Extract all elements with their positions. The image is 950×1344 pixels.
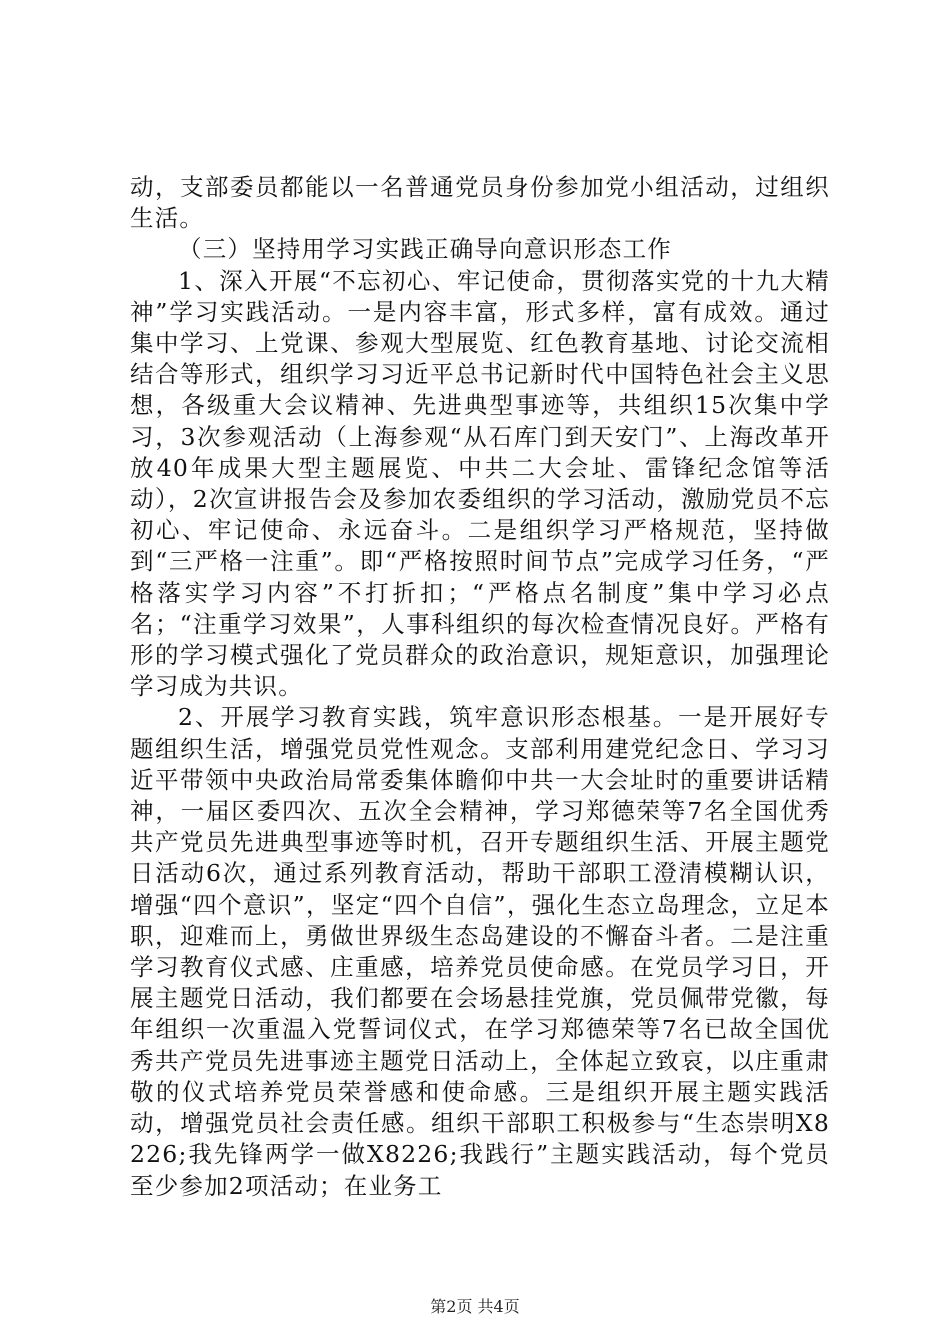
section-heading: （三）坚持用学习实践正确导向意识形态工作: [178, 235, 672, 264]
paragraph-education-practice: 2、开展学习教育实践，筑牢意识形态根基。一是开展好专题组织生活，增强党员党性观念。支部利用建党纪念日、学习习近平带领中央政治局常委集体瞻仰中共一大会址时的重要讲话精神，一届区委四次、五次全会精神，学习郑德荣等7名全国优秀共产党员先进典型事迹等时机，召开专题组织生活、开展主题党日活动6次，通过系列教育活动，帮助干部职工澄清模糊认识，增强“四个意识”，坚定“四个自信”，强化生态立岛理念，立足本职，迎难而上，勇做世界级生态岛建设的不懈奋斗者。二是注重学习教育仪式感、庄重感，培养党员使命感。在党员学习日，开展主题党日活动，我们都要在会场悬挂党旗，党员佩带党徽，每年组织一次重温入党誓词仪式，在学习郑德荣等7名已故全国优秀共产党员先进事迹主题党日活动上，全体起立致哀，以庄重肃敬的仪式培养党员荣誉感和使命感。三是组织开展主题实践活动，增强党员社会责任感。组织干部职工积极参与“生态崇明X8226;我先锋两学一做X8226;我践行”主题实践活动，每个党员至少参加2项活动；在业务工: [130, 703, 830, 1200]
paragraph-study-practice: 1、深入开展“不忘初心、牢记使命，贯彻落实党的十九大精神”学习实践活动。一是内容丰富，形式多样，富有成效。通过集中学习、上党课、参观大型展览、红色教育基地、讨论交流相结合等形式，组织学习习近平总书记新时代中国特色社会主义思想，各级重大会议精神、先进典型事迹等，共组织15次集中学习，3次参观活动（上海参观“从石库门到天安门”、上海改革开放40年成果大型主题展览、中共二大会址、雷锋纪念馆等活动），2次宣讲报告会及参加农委组织的学习活动，激励党员不忘初心、牢记使命、永远奋斗。二是组织学习严格规范，坚持做到“三严格一注重”。即“严格按照时间节点”完成学习任务，“严格落实学习内容”不打折扣；“严格点名制度”集中学习必点名；“注重学习效果”，人事科组织的每次检查情况良好。严格有形的学习模式强化了党员群众的政治意识，规矩意识，加强理论学习成为共识。: [130, 266, 830, 701]
page-number-footer: 第2页 共4页: [430, 1297, 520, 1316]
document-body: [130, 172, 830, 1202]
paragraph-continuation: 动，支部委员都能以一名普通党员身份参加党小组活动，过组织生活。: [130, 173, 830, 233]
